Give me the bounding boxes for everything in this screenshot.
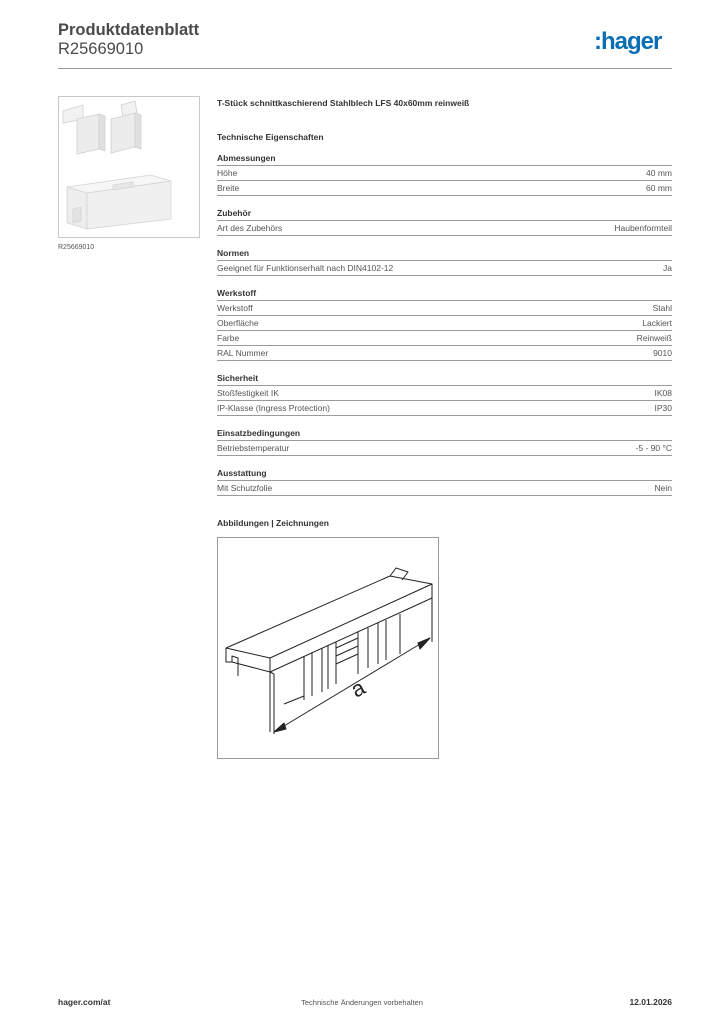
spec-row [217,166,672,181]
spec-label: Werkstoff [217,303,253,313]
spec-row [217,316,672,331]
spec-label: Art des Zubehörs [217,223,283,233]
logo-text: :hager [594,28,662,55]
header-divider [58,68,672,69]
section-ausstattung [217,467,672,496]
dimension-label: a [346,674,370,703]
spec-value: Reinweiß [636,333,672,343]
spec-row [217,301,672,316]
section-zubehoer [217,207,672,236]
spec-label: IP-Klasse (Ingress Protection) [217,403,330,413]
section-title: Ausstattung [217,467,672,481]
section-einsatzbedingungen [217,427,672,456]
spec-label: RAL Nummer [217,348,269,358]
properties-heading: Technische Eigenschaften [217,132,324,142]
spec-row [217,331,672,346]
section-title: Einsatzbedingungen [217,427,672,441]
page-title: Produktdatenblatt [58,21,200,39]
spec-row [217,261,672,276]
product-title: T-Stück schnittkaschierend Stahlblech LFS 40x60mm reinweiß [217,98,470,108]
section-title: Sicherheit [217,372,672,386]
spec-row [217,386,672,401]
section-title: Abmessungen [217,152,672,166]
image-caption: R25669010 [58,244,95,251]
spec-value: Ja [663,263,672,273]
spec-row [217,221,672,236]
spec-label: Höhe [217,168,238,178]
footer-disclaimer: Technische Änderungen vorbehalten [301,998,423,1007]
section-title: Normen [217,247,672,261]
spec-value: 60 mm [646,183,672,193]
product-image [58,96,200,238]
spec-row [217,346,672,361]
section-title: Zubehör [217,207,672,221]
section-werkstoff [217,287,672,361]
technical-drawing [217,537,439,759]
spec-label: Betriebstemperatur [217,443,290,453]
footer-date: 12.01.2026 [629,997,672,1007]
spec-value: Stahl [652,303,672,313]
spec-content [217,96,672,759]
spec-value: IK08 [654,388,672,398]
spec-value: Nein [654,483,672,493]
footer-website[interactable]: hager.com/at [58,997,111,1007]
spec-row [217,401,672,416]
section-abmessungen [217,152,672,196]
spec-row [217,181,672,196]
hager-logo [594,27,674,57]
technical-drawing-illustration [218,538,438,758]
spec-label: Breite [217,183,240,193]
spec-value: 9010 [653,348,672,358]
spec-label: Stoßfestigkeit IK [217,388,279,398]
section-title: Werkstoff [217,287,672,301]
spec-row [217,441,672,456]
spec-value: 40 mm [646,168,672,178]
spec-value: -5 - 90 °C [635,443,672,453]
spec-value: Haubenformteil [614,223,672,233]
spec-label: Geeignet für Funktionserhalt nach DIN4102-12 [217,263,394,273]
section-normen [217,247,672,276]
spec-value: IP30 [654,403,672,413]
section-sicherheit [217,372,672,416]
spec-label: Oberfläche [217,318,259,328]
product-number: R25669010 [58,40,144,58]
spec-value: Lackiert [642,318,672,328]
spec-row [217,481,672,496]
figures-heading: Abbildungen | Zeichnungen [217,518,329,528]
spec-label: Mit Schutzfolie [217,483,273,493]
spec-label: Farbe [217,333,240,343]
product-photo-illustration [59,97,199,237]
